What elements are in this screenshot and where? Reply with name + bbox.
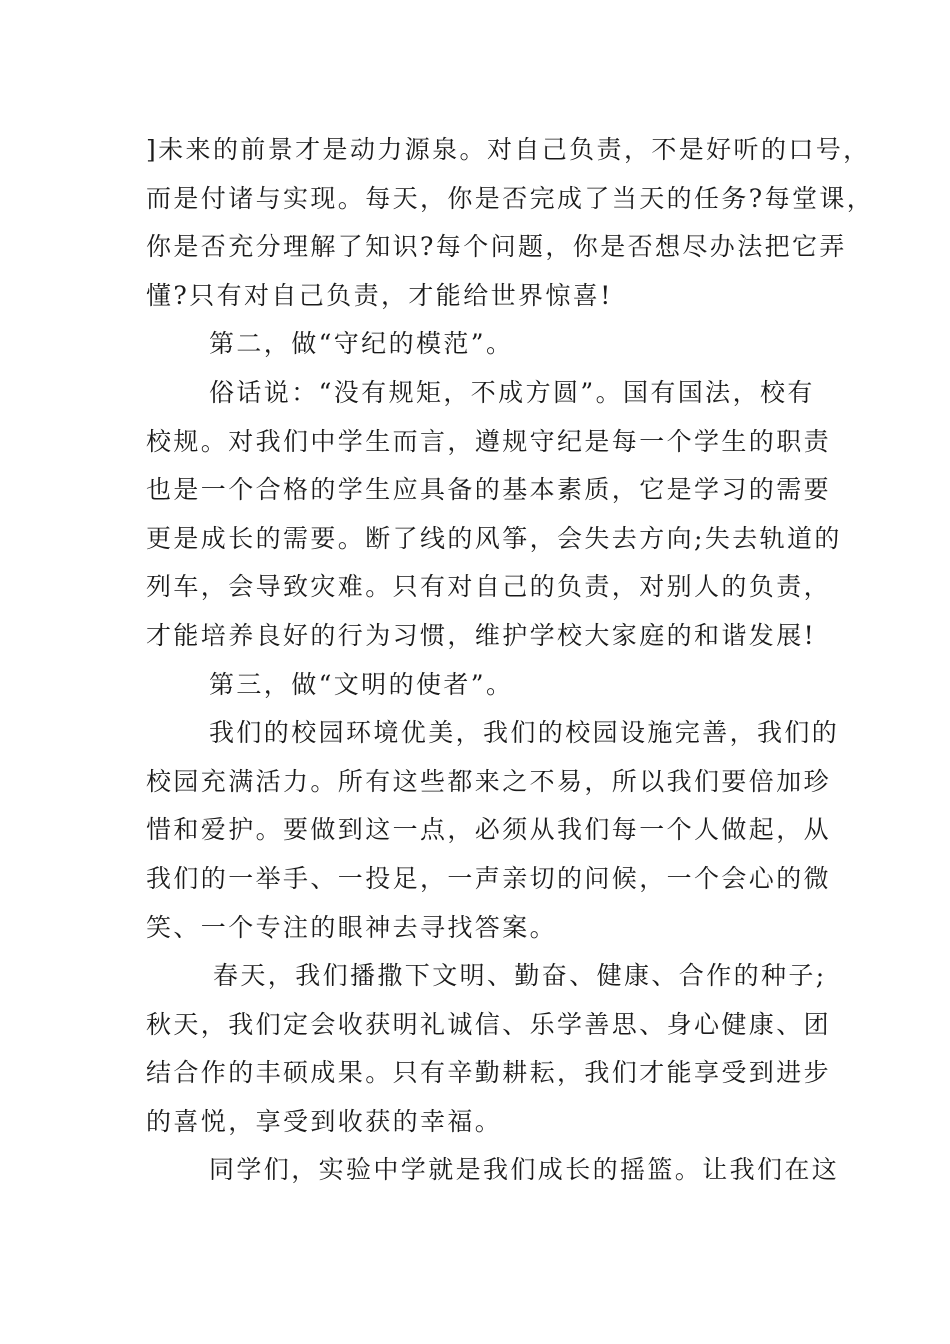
- text-line: 而是付诸与实现。每天，你是否完成了当天的任务?每堂课，: [146, 183, 875, 213]
- text-line: 惜和爱护。要做到这一点，必须从我们每一个人做起，从: [146, 815, 832, 845]
- text-line: 我们的一举手、一投足，一声亲切的问候，一个会心的微: [146, 863, 832, 893]
- text-line: 的喜悦，享受到收获的幸福。: [146, 1106, 503, 1136]
- text-line: 春天，我们播撒下文明、勤奋、健康、合作的种子;: [213, 961, 827, 991]
- text-line: 懂?只有对自己负责，才能给世界惊喜!: [146, 280, 613, 310]
- section-heading: 第二，做“守纪的模范”。: [209, 329, 514, 359]
- text-line: 俗话说：“没有规矩，不成方圆”。国有国法，校有: [209, 377, 815, 407]
- text-line: 你是否充分理解了知识?每个问题，你是否想尽办法把它弄: [146, 232, 847, 262]
- text-line: 才能培养良好的行为习惯，维护学校大家庭的和谐发展!: [146, 620, 817, 650]
- text-line: 校规。对我们中学生而言，遵规守纪是每一个学生的职责: [146, 426, 832, 456]
- text-line: 更是成长的需要。断了线的风筝，会失去方向;失去轨道的: [146, 523, 842, 553]
- text-line: 校园充满活力。所有这些都来之不易，所以我们要倍加珍: [146, 766, 832, 796]
- text-line: 我们的校园环境优美，我们的校园设施完善，我们的: [209, 718, 840, 748]
- section-heading: 第三，做“文明的使者”。: [209, 669, 514, 699]
- text-line: 秋天，我们定会收获明礼诚信、乐学善思、身心健康、团: [146, 1009, 832, 1039]
- text-line: 笑、一个专注的眼神去寻找答案。: [146, 912, 558, 942]
- text-line: 也是一个合格的学生应具备的基本素质，它是学习的需要: [146, 475, 832, 505]
- document-body: [146, 126, 875, 1195]
- text-line: ]未来的前景才是动力源泉。对自己负责，不是好听的口号，: [146, 135, 871, 164]
- text-line: 列车，会导致灾难。只有对自己的负责，对别人的负责，: [146, 572, 832, 602]
- text-line: 结合作的丰硕成果。只有辛勤耕耘，我们才能享受到进步: [146, 1058, 832, 1088]
- text-line: 同学们，实验中学就是我们成长的摇篮。让我们在这: [209, 1155, 840, 1185]
